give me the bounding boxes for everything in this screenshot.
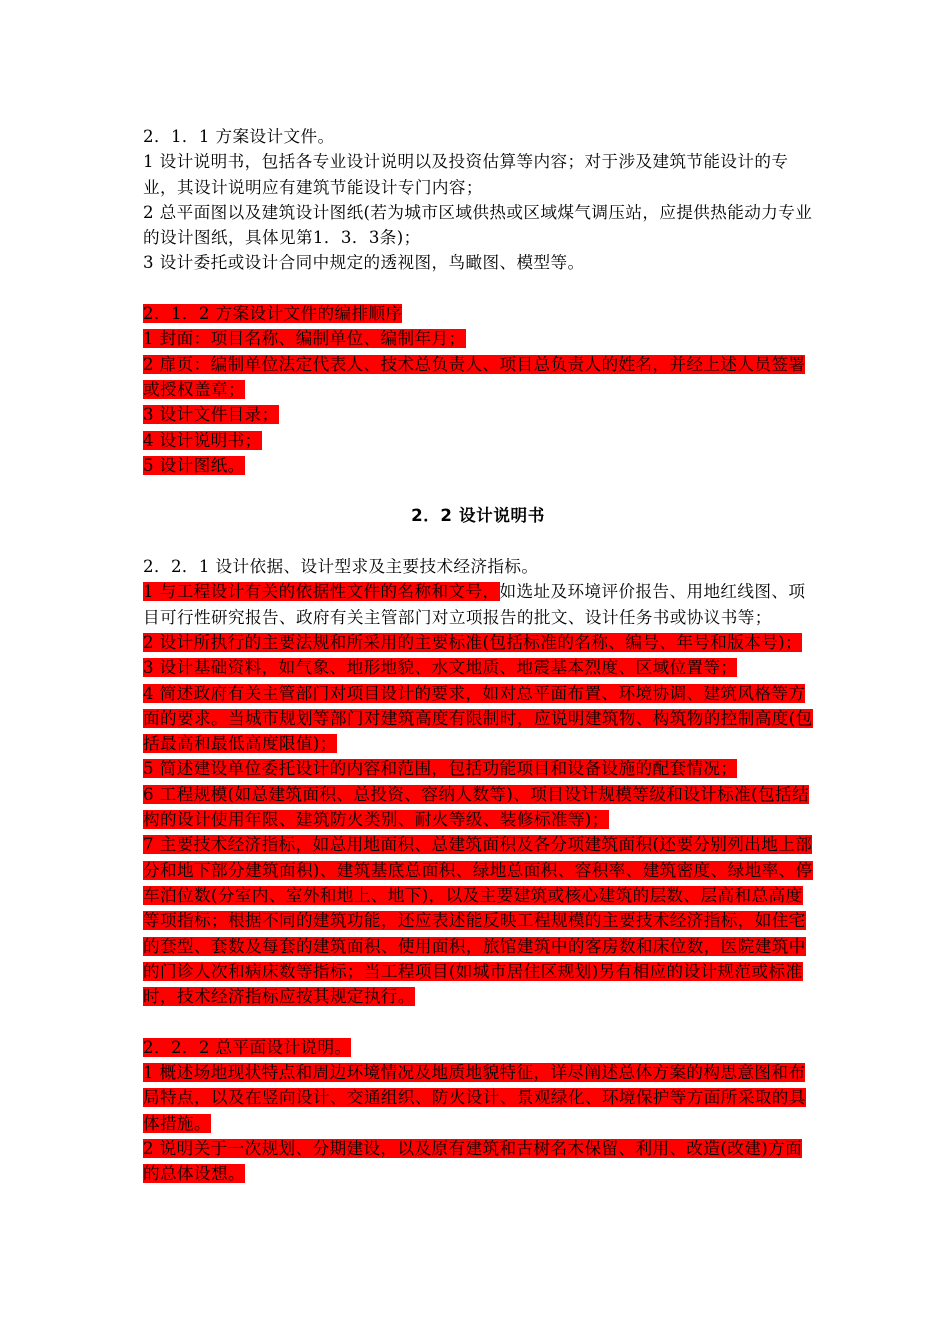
list-item: 1 设计说明书，包括各专业设计说明以及投资估算等内容；对于涉及建筑节能设计的专业，其设计说明应有建筑节能设计专门内容；: [143, 152, 789, 197]
blank-line: [143, 529, 813, 554]
list-item: 2 扉页：编制单位法定代表人、技术总负责人、项目总负责人的姓名，并经上述人员签署或授权盖章；: [143, 354, 806, 399]
list-item: 2 说明关于一次规划、分期建设，以及原有建筑和古树名木保留、利用、改造(改建)方面的总体设想。: [143, 1138, 803, 1184]
plain-text: 如选址及环境评价报告、用地红线图、项目可行性研究报告、政府有关主管部门对立项报告的批文、设计任务书或协议书等；: [143, 582, 806, 627]
section-title: 2．1．1 方案设计文件。: [143, 127, 335, 146]
section-title: 2．2．1 设计依据、设计型求及主要技术经济指标。: [143, 557, 539, 577]
list-item: 2 总平面图以及建筑设计图纸(若为城市区域供热或区域煤气调压站，应提供热能动力专业的设计图纸，具体见第1．3．3条)；: [143, 202, 813, 248]
section-2-2-2: [143, 1035, 813, 1187]
list-item: 1 封面：项目名称、编制单位、编制年月；: [143, 329, 466, 349]
blank-line: [143, 276, 813, 301]
list-item: 1 概述场地现状特点和周边环境情况及地质地貌特征，详尽阐述总体方案的构思意图和布局特点，以及在竖向设计、交通组织、防火设计、景观绿化、环境保护等方面所采取的具体措施。: [143, 1062, 806, 1133]
list-item: 5 简述建设单位委托设计的内容和范围，包括功能项目和设备设施的配套情况；: [143, 759, 738, 779]
list-item: 4 简述政府有关主管部门对项目设计的要求，如对总平面布置、环境协调、建筑风格等方面的要求。当城市规划等部门对建筑高度有限制时，应说明建筑物、构筑物的控制高度(包括最高和最低高度限值)；: [143, 683, 813, 754]
list-item: 5 设计图纸。: [143, 455, 245, 475]
list-item: 3 设计委托或设计合同中规定的透视图，鸟瞰图、模型等。: [143, 253, 585, 273]
highlighted-text: 1 与工程设计有关的依据性文件的名称和文号，: [143, 582, 500, 602]
blank-line: [143, 478, 813, 503]
list-item: 3 设计文件目录；: [143, 405, 279, 425]
section-title: 2．1．2 方案设计文件的编排顺序: [143, 304, 403, 324]
blank-line: [143, 1009, 813, 1034]
list-item: 6 工程规模(如总建筑面积、总投资、容纳人数等)、项目设计规模等级和设计标准(包括结构的设计使用年限、建筑防火类别、耐火等级、装修标准等)；: [143, 784, 810, 830]
document-page: [143, 124, 813, 1186]
list-item: 3 设计基础资料，如气象、地形地貌、水文地质、地震基本烈度、区域位置等；: [143, 658, 738, 678]
list-item: [143, 579, 813, 630]
list-item: 2 设计所执行的主要法规和所采用的主要标准(包括标准的名称、编号、年号和版本号)；: [143, 632, 803, 652]
section-2-2-1: [143, 554, 813, 1009]
list-item: 7 主要技术经济指标，如总用地面积、总建筑面积及各分项建筑面积(还要分别列出地上部分和地下部分建筑面积)、建筑基底总面积、绿地总面积、容积率、建筑密度、绿地率、停车泊位数(分室内、室外和地上、地下)，以及主要建筑或核心建筑的层数、层高和总高度等项指标；根据不同的建筑功能，还应表述能反映工程规模的主要技术经济指标，如住宅的套型、套数及每套的建筑面积、使用面积，旅馆建筑中的客房数和床位数，医院建筑中的门诊人次和病床数等指标；当工程项目(如城市居住区规划)另有相应的设计规范或标准时，技术经济指标应按其规定执行。: [143, 835, 813, 1007]
section-heading: 2．2 设计说明书: [411, 506, 545, 526]
list-item: 4 设计说明书；: [143, 430, 262, 450]
section-2-1-2: [143, 301, 813, 478]
section-2-1-1: [143, 124, 813, 276]
section-title: 2．2．2 总平面设计说明。: [143, 1037, 352, 1057]
